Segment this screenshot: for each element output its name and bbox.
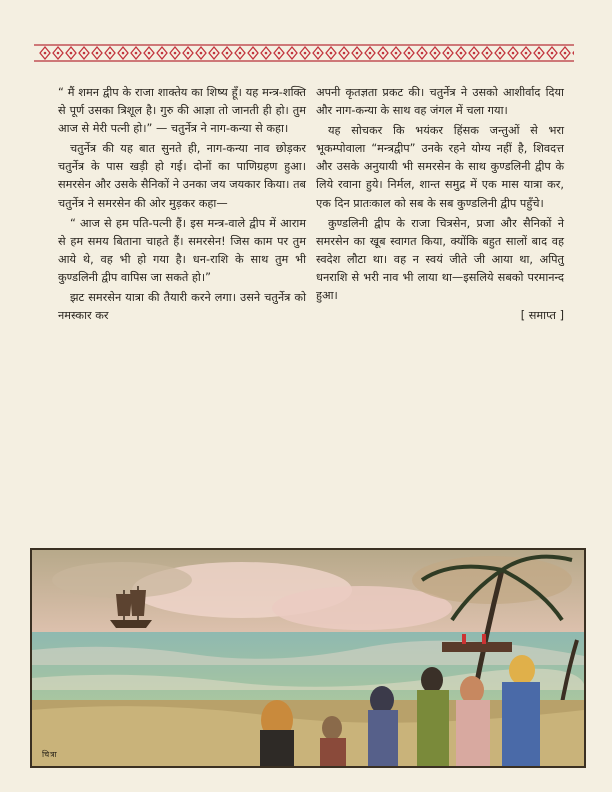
border-dot [278,52,281,55]
border-dot [291,52,294,55]
border-dot [226,52,229,55]
border-dot [343,52,346,55]
border-ornament [573,47,574,59]
story-illustration [30,548,586,768]
paragraph: “ आज से हम पति-पत्नी हैं। इस मन्त्र-वाले द्वीप में आराम से हम समय बिताना चाहते हैं। समरसेन! जिस काम पर तुम आये थे, वह भी हो गया है। धन-राशि के साथ तुम भी कुण्डलिनी द्वीप वापिस जा सकते हो।” [58,216,306,284]
border-dot [473,52,476,55]
border-dot [57,52,60,55]
artist-signature: चित्रा [42,750,58,759]
illustration-scene [32,550,584,766]
border-dot [161,52,164,55]
border-dot [356,52,359,55]
border-dot [200,52,203,55]
border-dot [265,52,268,55]
border-dot [564,52,567,55]
border-dot [330,52,333,55]
paragraph: अपनी कृतज्ञता प्रकट की। चतुर्नेत्र ने उसको आशीर्वाद दिया और नाग-कन्या के साथ वह जंगल में चला गया। [316,86,564,118]
border-dot [148,52,151,55]
paragraph: यह सोचकर कि भयंकर हिंसक जन्तुओं से भरा भूकम्पोवाला “मन्त्रद्वीप” उनके रहने योग्य नहीं है, शिवदत्त और उसके अनुयायी भी समरसेन के साथ कुण्डलिनी द्वीप के लिये रवाना हुये। निर्मल, शान्त समुद्र में एक मास यात्रा कर, एक दिन प्रातःकाल को सब के सब कुण्डलिनी द्वीप पहुँचे। [316,124,564,210]
border-dot [499,52,502,55]
border-dot [395,52,398,55]
border-dot [96,52,99,55]
end-mark: [ समाप्त ] [520,309,564,323]
border-dot [447,52,450,55]
paragraph: “ मैं शमन द्वीप के राजा शाक्तेय का शिष्य हूँ। यह मन्त्र-शक्ति से पूर्ण उसका त्रिशूल है। गुरु की आज्ञा तो जानती ही हो। तुम आज से मेरी पत्नी हो।” — चतुर्नेत्र ने नाग-कन्या से कहा। [58,86,306,136]
right-text-column [316,84,564,325]
border-dot [252,52,255,55]
paragraph: कुण्डलिनी द्वीप के राजा चित्रसेन, प्रजा और सैनिकों ने समरसेन का खूब स्वागत किया, क्योंकि बहुत सालों बाद वह स्वदेश लौटा था। वह न स्वयं जीते जी आया था, अपितु धनराशि से भरी नाव भी लाया था—इसलिये सबको परमानन्द हुआ। [316,216,564,303]
border-dot [213,52,216,55]
border-dot [304,52,307,55]
border-dot [239,52,242,55]
border-dot [538,52,541,55]
cloud [52,562,192,598]
border-dot [122,52,125,55]
border-dot [70,52,73,55]
border-dot [460,52,463,55]
border-dot [187,52,190,55]
paragraph: चतुर्नेत्र की यह बात सुनते ही, नाग-कन्या नाव छोड़कर चतुर्नेत्र के पास खड़ी हो गई। दोनों का पाणिग्रहण हुआ। समरसेन और उसके सैनिकों ने उनका जय जयकार किया। तब चतुर्नेत्र ने समरसेन की ओर मुड़कर कहा— [58,142,306,210]
border-dot [512,52,515,55]
border-dot [44,52,47,55]
border-dot [109,52,112,55]
border-dot [486,52,489,55]
border-dot [421,52,424,55]
paragraph: झट समरसेन यात्रा की तैयारी करने लगा। उसने चतुर्नेत्र को नमस्कार कर [58,291,306,323]
border-dot [525,52,528,55]
border-dot [369,52,372,55]
left-text-column [58,84,306,327]
decorative-border [34,44,574,62]
border-dot [408,52,411,55]
border-dot [382,52,385,55]
border-dot [551,52,554,55]
cloud [412,556,572,604]
border-dot [434,52,437,55]
border-dot [317,52,320,55]
border-dot [135,52,138,55]
border-dot [174,52,177,55]
border-dot [83,52,86,55]
